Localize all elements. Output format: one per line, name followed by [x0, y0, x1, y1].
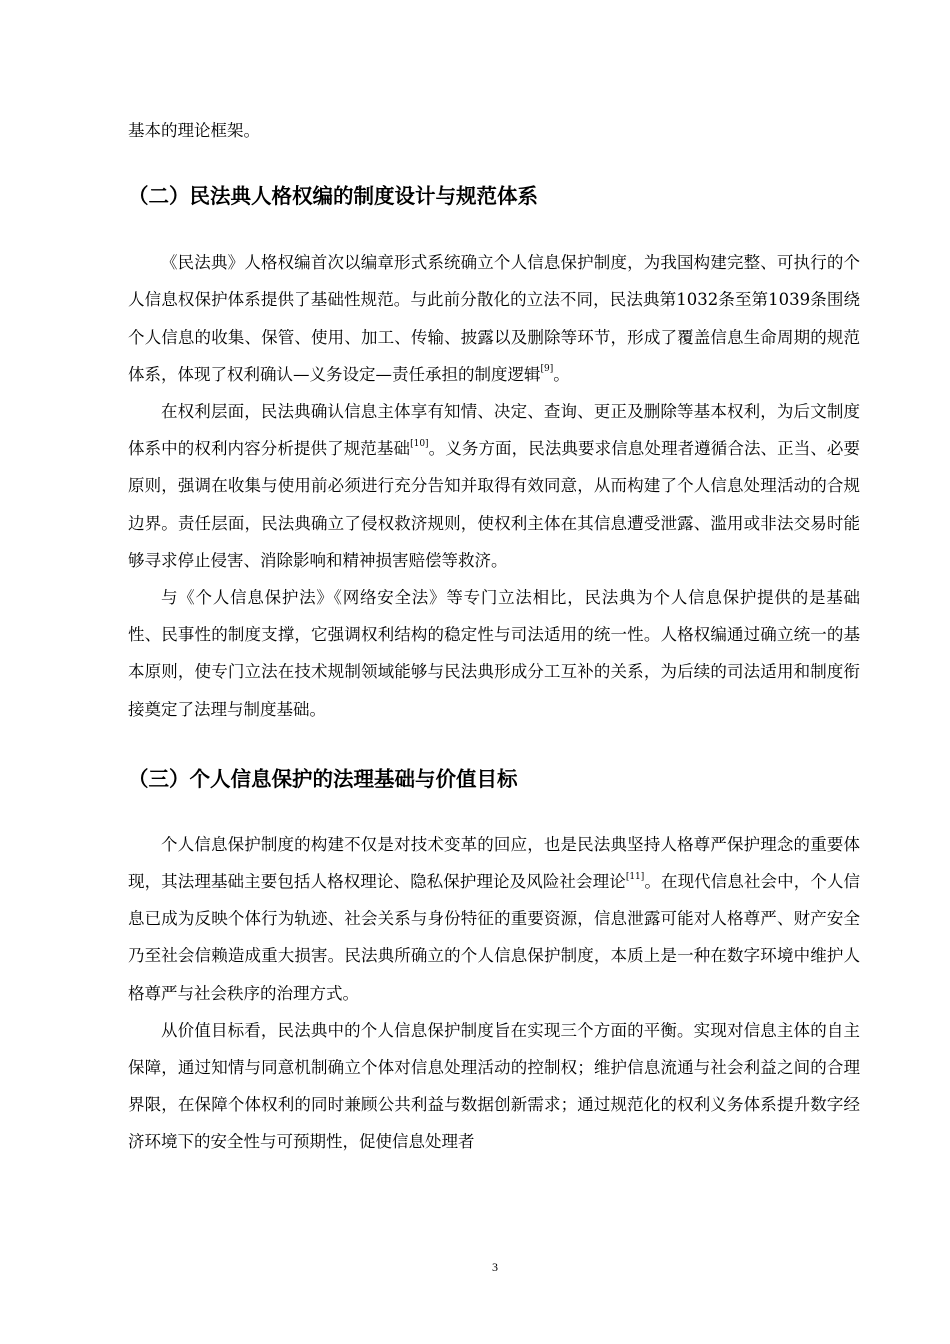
opening-line: 基本的理论框架。	[128, 121, 260, 140]
page-body	[128, 112, 860, 1161]
section3-paragraph-2	[128, 1012, 860, 1161]
paragraph-text: 《民法典》人格权编首次以编章形式系统确立个人信息保护制度，为我国构建完整、可执行的个人信息权保护体系提供了基础性规范。与此前分散化的立法不同，民法典第1032条至第1039条围绕个人信息的收集、保管、使用、加工、传输、披露以及删除等环节，形成了覆盖信息生命周期的规范体系，体现了权利确认—义务设定—责任承担的制度逻辑	[128, 253, 860, 384]
citation-ref-10[interactable]: [10]	[410, 438, 429, 449]
paragraph-tail: 。在现代信息社会中，个人信息已成为反映个体行为轨迹、社会关系与身份特征的重要资源，信息泄露可能对人格尊严、财产安全乃至社会信赖造成重大损害。民法典所确立的个人信息保护制度，本质上是一种在数字环境中维护人格尊严与社会秩序的治理方式。	[128, 872, 861, 1003]
citation-ref-9[interactable]: [9]	[540, 364, 554, 375]
paragraph-text: 与《个人信息保护法》《网络安全法》等专门立法相比，民法典为个人信息保护提供的是基础性、民事性的制度支撑，它强调权利结构的稳定性与司法适用的统一性。人格权编通过确立统一的基本原则，使专门立法在技术规制领域能够与民法典形成分工互补的关系，为后续的司法适用和制度衔接奠定了法理与制度基础。	[128, 588, 860, 719]
section3-paragraph-1	[128, 826, 860, 1012]
paragraph-tail: 。	[553, 364, 570, 384]
paragraph-text: 在权利层面，民法典确认信息主体享有知情、决定、查询、更正及删除等基本权利，为后文制度体系中的权利内容分析提供了规范基础	[128, 402, 860, 459]
section-heading-3: （三）个人信息保护的法理基础与价值目标	[128, 766, 518, 791]
paragraph-text: 个人信息保护制度的构建不仅是对技术变革的回应，也是民法典坚持人格尊严保护理念的重要体现，其法理基础主要包括人格权理论、隐私保护理论及风险社会理论	[128, 834, 860, 892]
citation-ref-11[interactable]: [11]	[625, 871, 645, 882]
paragraph-text: 从价值目标看，民法典中的个人信息保护制度旨在实现三个方面的平衡。实现对信息主体的自主保障，通过知情与同意机制确立个体对信息处理活动的控制权；维护信息流通与社会利益之间的合理界限，在保障个体权利的同时兼顾公共利益与数据创新需求；通过规范化的权利义务体系提升数字经济环境下的安全性与可预期性，促使信息处理者	[128, 1020, 860, 1152]
section2-paragraph-2	[128, 393, 860, 579]
section2-paragraph-1	[128, 244, 860, 393]
paragraph-tail: 。义务方面，民法典要求信息处理者遵循合法、正当、必要原则，强调在收集与使用前必须进行充分告知并取得有效同意，从而构建了个人信息处理活动的合规边界。责任层面，民法典确立了侵权救济规则，使权利主体在其信息遭受泄露、滥用或非法交易时能够寻求停止侵害、消除影响和精神损害赔偿等救济。	[128, 439, 861, 570]
page-number: 3	[492, 1260, 498, 1274]
section-heading-2: （二）民法典人格权编的制度设计与规范体系	[128, 184, 538, 209]
section2-paragraph-3	[128, 579, 860, 728]
